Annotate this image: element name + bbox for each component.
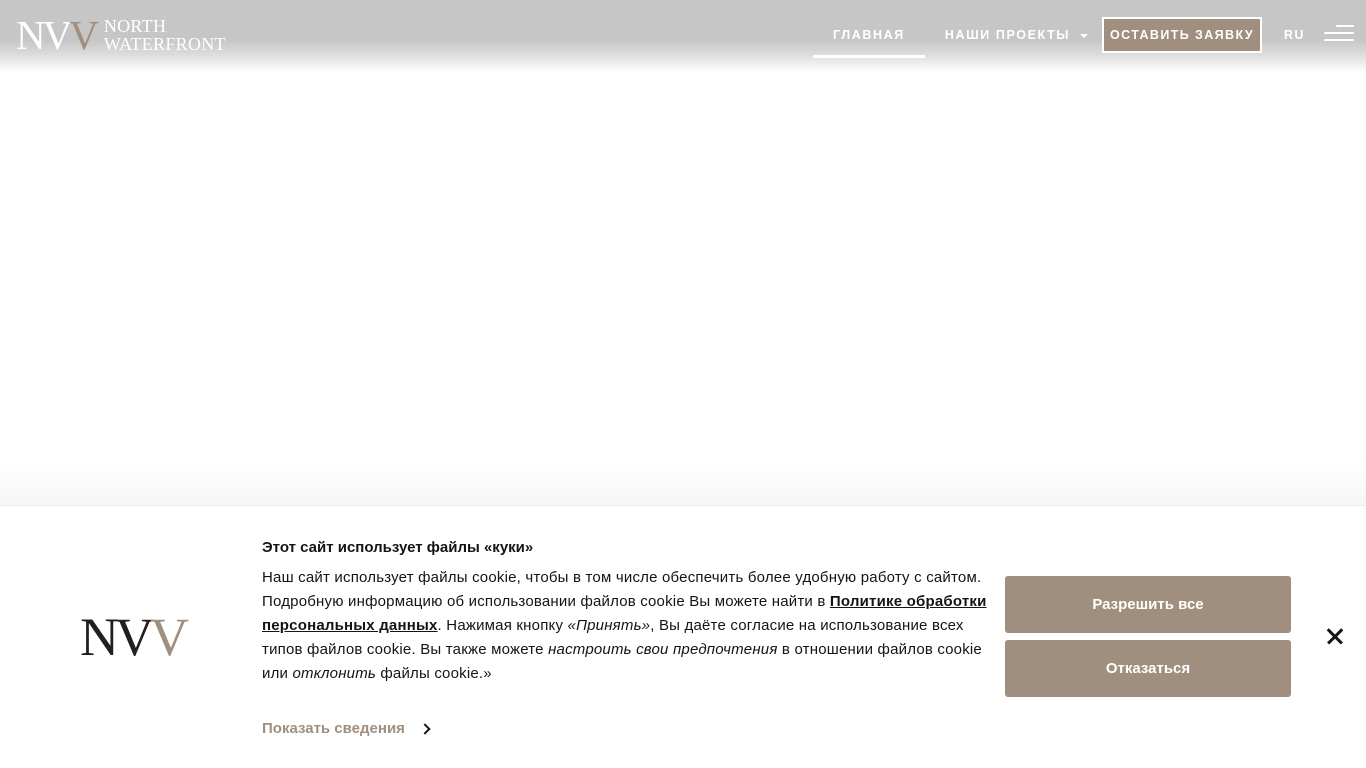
logo-mark: NVV — [16, 12, 96, 58]
decline-button[interactable]: Отказаться — [1005, 640, 1291, 697]
banner-logo: NVV — [80, 607, 185, 667]
main-nav — [813, 18, 1108, 52]
allow-all-button[interactable]: Разрешить все — [1005, 576, 1291, 633]
cookie-banner-title: Этот сайт использует файлы «куки» — [262, 539, 534, 556]
nav-item-home[interactable]: ГЛАВНАЯ — [813, 18, 925, 52]
show-details-link[interactable]: Показать сведения — [262, 718, 429, 740]
cookie-banner-text: Наш сайт использует файлы cookie, чтобы в том числе обеспечить более удобную работу с сайтом. Подробную информацию об использовании файлов cookie Вы можете найти в Политике обработки персональных данных. Нажимая кнопку «Принять», Вы даёте согласие на использование всех типов файлов cookie. Вы также можете настроить свои предпочтения в отношении файлов cookie или отклонить файлы cookie.» — [262, 569, 987, 682]
logo-text — [104, 17, 226, 53]
logo-line-2: WATERFRONT — [103, 34, 226, 54]
site-logo[interactable] — [16, 12, 226, 58]
hamburger-icon[interactable] — [1322, 24, 1354, 44]
site-header — [0, 0, 1366, 72]
request-button[interactable]: ОСТАВИТЬ ЗАЯВКУ — [1102, 17, 1262, 53]
nav-item-projects[interactable]: НАШИ ПРОЕКТЫ — [925, 18, 1108, 52]
privacy-policy-link[interactable]: Политике обработки персональных данных — [262, 593, 987, 634]
logo-line-1: NORTH — [103, 16, 167, 36]
cookie-banner — [0, 505, 1366, 768]
language-switch[interactable]: RU — [1284, 28, 1305, 42]
close-icon[interactable] — [1324, 626, 1346, 648]
banner-shadow — [0, 460, 1366, 508]
chevron-right-icon — [419, 723, 430, 734]
caret-down-icon — [1080, 34, 1088, 38]
